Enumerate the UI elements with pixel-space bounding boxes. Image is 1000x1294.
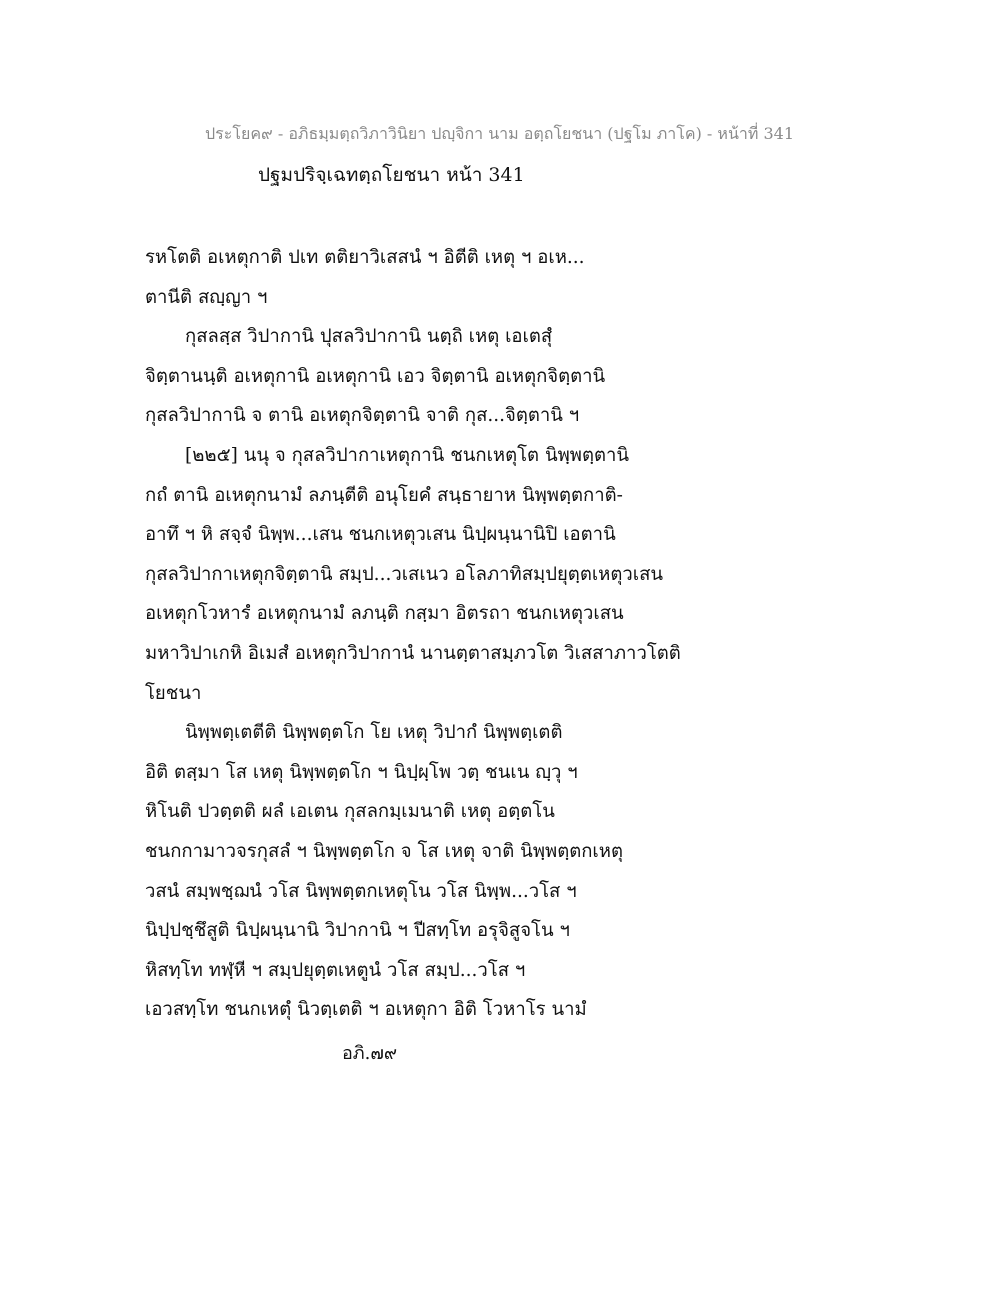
text-line: ชนกกามาวจรกุสลํ ฯ นิพฺพตฺตโก จ โส เหตุ จาติ นิพฺพตฺตกเหตุ <box>145 840 623 862</box>
body-text <box>145 238 725 1030</box>
text-line: กุสลวิปากาเหตุกจิตฺตานิ สมฺป...วเสเนว อโลภาทิสมฺปยุตฺตเหตุวเสน <box>145 563 664 585</box>
text-line: รหโตติ อเหตุกาติ ปเท ตติยาวิเสสนํ ฯ อิตีติ เหตุ ฯ อเห... <box>145 247 585 268</box>
chapter-title: ปฐมปริจฺเฉทตฺถโยชนา หน้า 341 <box>258 164 525 186</box>
text-line: หิโนติ ปวตฺตติ ผลํ เอเตน กุสลกมฺเมนาติ เหตุ อตฺตโน <box>145 801 555 823</box>
text-line: วสนํ สมฺพชฺฌนํ วโส นิพฺพตฺตกเหตุโน วโส นิพฺพ...วโส ฯ <box>145 880 577 902</box>
text-line: กุสลสฺส วิปากานิ ปุสลวิปากานิ นตฺถิ เหตุ เอเตสุํ <box>185 326 553 348</box>
text-line: หิสทฺโท ทฬฺหี ฯ สมฺปยุตฺตเหตูนํ วโส สมฺป...วโส ฯ <box>145 959 526 981</box>
text-line: นิพฺพตฺเตตีติ นิพฺพตฺตโก โย เหตุ วิปากํ นิพฺพตฺเตติ <box>185 722 563 744</box>
text-line: ตานีติ สญฺญา ฯ <box>145 286 268 308</box>
running-header: ประโยค๙ - อภิธมฺมตฺถวิภาวินิยา ปญฺจิกา นาม อตฺถโยชนา (ปฐโม ภาโค) - หน้าที่ 341 <box>205 124 795 143</box>
text-line: อเหตุกโวหารํ อเหตุกนามํ ลภนฺติ กสฺมา อิตรถา ชนกเหตุวเสน <box>145 603 624 625</box>
page-marker: อภิ.๗๙ <box>342 1043 398 1064</box>
text-line: กุสลวิปากานิ จ ตานิ อเหตุกจิตฺตานิ จาติ กุส...จิตฺตานิ ฯ <box>145 405 580 427</box>
text-line: เอวสทฺโท ชนกเหตุํ นิวตฺเตติ ฯ อเหตุกา อิติ โวหาโร นามํ <box>145 999 587 1021</box>
text-line: โยชนา <box>145 682 202 704</box>
text-line: อิติ ตสฺมา โส เหตุ นิพฺพตฺตโก ฯ นิปฺผฺโพ วตฺ ชนเน ญฺวุ ฯ <box>145 761 578 783</box>
text-line: นิปฺปชฺชึสูติ นิปฺผนฺนานิ วิปากานิ ฯ ปีสทฺโท อรุจิสูจโน ฯ <box>145 920 570 942</box>
text-line: [๒๒๕] นนุ จ กุสลวิปากาเหตุกานิ ชนกเหตุโต นิพฺพตฺตานิ <box>185 444 630 466</box>
text-line: อาทึ ฯ หิ สจฺจํ นิพฺพ...เสน ชนกเหตุวเสน นิปฺผนฺนานิปิ เอตานิ <box>145 524 616 546</box>
text-line: จิตฺตานนฺติ อเหตุกานิ อเหตุกานิ เอว จิตฺตานิ อเหตุกจิตฺตานิ <box>145 365 606 387</box>
text-line: กถํ ตานิ อเหตุกนามํ ลภนฺตีติ อนุโยคํ สนฺธายาห นิพฺพตฺตกาติ- <box>145 484 623 506</box>
text-line: มหาวิปาเกหิ อิเมสํ อเหตุกวิปากานํ นานตฺตาสมฺภวโต วิเสสาภาวโตติ <box>145 642 681 664</box>
